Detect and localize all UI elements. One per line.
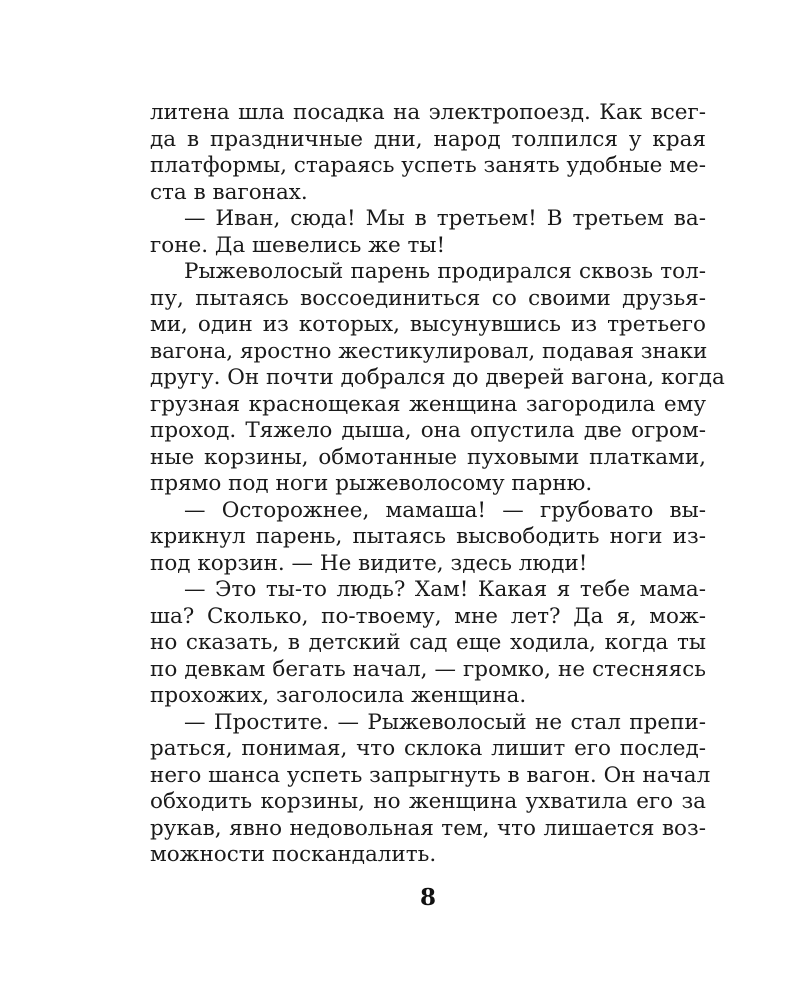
text-line: раться, понимая, что склока лишит его послед-: [150, 736, 706, 761]
text-line: вагона, яростно жестикулировал, подавая знаки: [150, 338, 708, 364]
text-line: — Простите. — Рыжеволосый не стал препи-: [184, 709, 706, 735]
text-line: грузная краснощекая женщина загородила ему: [150, 391, 706, 417]
page-number: 8: [419, 884, 436, 911]
text-line: гоне. Да шевелись же ты!: [150, 232, 446, 258]
text-line: но сказать, в детский сад еще ходила, когда ты: [150, 630, 706, 655]
text-line: ша? Сколько, по-твоему, мне лет? Да я, мож-: [150, 603, 706, 629]
text-line: прямо под ноги рыжеволосому парню.: [150, 471, 593, 496]
text-line: ста в вагонах.: [150, 179, 308, 205]
text-line: ми, один из которых, высунувшись из третьего: [150, 312, 706, 337]
text-line: пу, пытаясь воссоединиться со своими друзья-: [150, 285, 706, 311]
text-line: крикнул парень, пытаясь высвободить ноги из-: [150, 524, 706, 549]
body-text: [150, 100, 725, 869]
text-line: — Осторожнее, мамаша! — грубовато вы-: [184, 497, 706, 523]
text-line: Рыжеволосый парень продирался сквозь тол-: [184, 259, 706, 284]
text-line: него шанса успеть запрыгнуть в вагон. Он начал: [150, 762, 711, 788]
text-line: прохожих, заголосила женщина.: [150, 683, 527, 708]
text-line: проход. Тяжело дыша, она опустила две огром-: [150, 418, 706, 443]
text-line: ные корзины, обмотанные пуховыми платками,: [150, 444, 706, 470]
text-line: литена шла посадка на электропоезд. Как всег-: [150, 100, 706, 125]
text-line: под корзин. — Не видите, здесь люди!: [150, 550, 588, 576]
text-line: да в праздничные дни, народ толпился у края: [150, 126, 706, 152]
text-line: можности поскандалить.: [150, 842, 437, 867]
text-line: рукав, явно недовольная тем, что лишается воз-: [150, 815, 706, 841]
text-line: — Это ты-то людь? Хам! Какая я тебе мама-: [184, 577, 706, 602]
text-line: другу. Он почти добрался до дверей вагона, когда: [150, 365, 725, 390]
text-line: по девкам бегать начал, — громко, не стесняясь: [150, 656, 706, 682]
text-line: платформы, стараясь успеть занять удобные ме-: [150, 153, 706, 178]
text-line: — Иван, сюда! Мы в третьем! В третьем ва-: [184, 206, 706, 231]
text-line: обходить корзины, но женщина ухватила его за: [150, 789, 706, 814]
